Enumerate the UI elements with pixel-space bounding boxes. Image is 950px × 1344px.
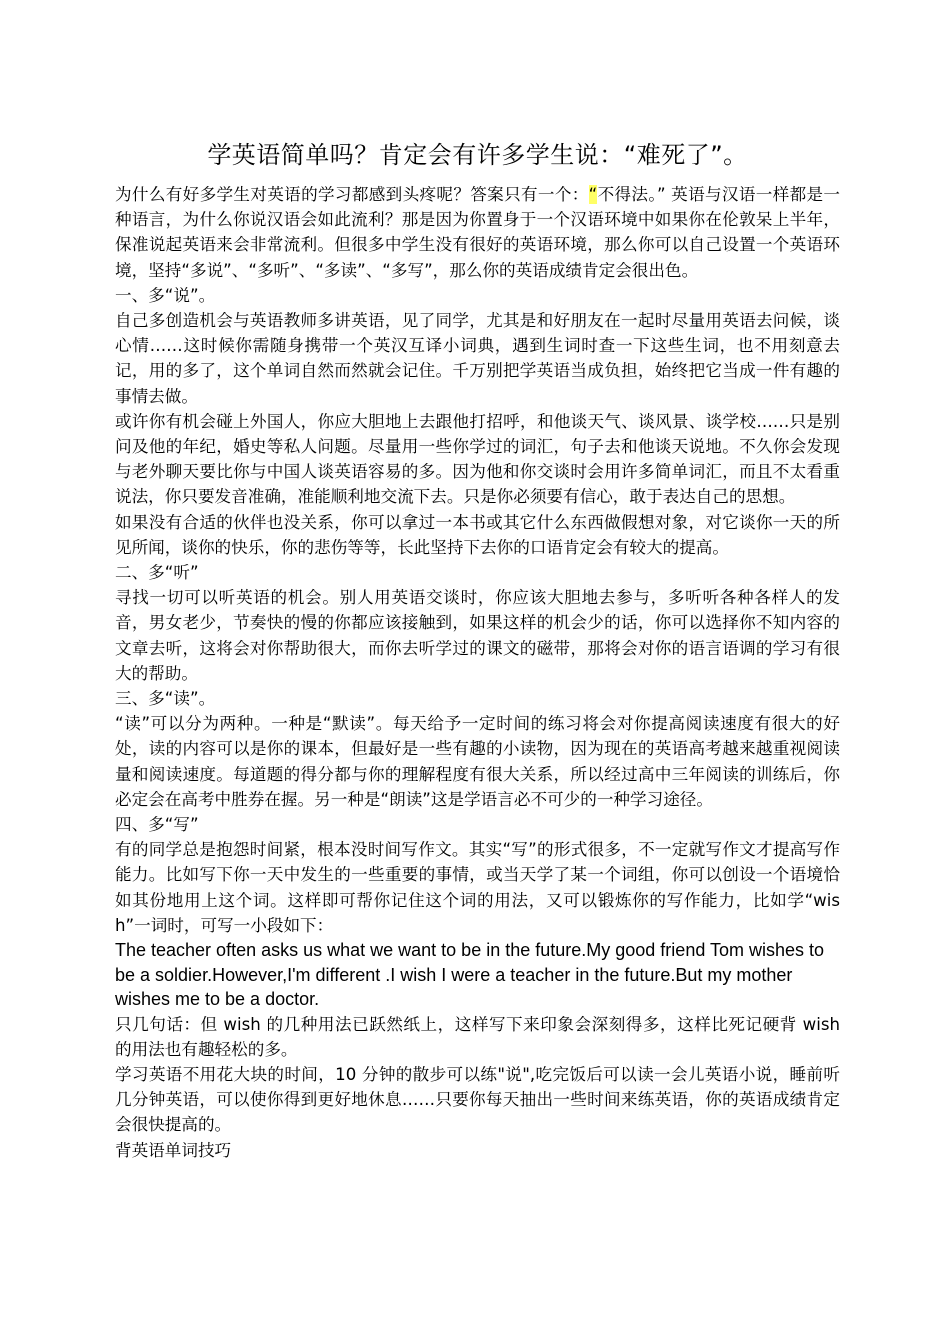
listen-paragraph-1: 寻找一切可以听英语的机会。别人用英语交谈时，你应该大胆地去参与，多听听各种各样人的发音，男女老少，节奏快的慢的你都应该接触到，如果这样的机会少的话，你可以选择你不知内容的文章去听，这将会对你帮助很大，而你去听学过的课文的磁带，那将会对你的语言语调的学习有很大的帮助。 bbox=[115, 588, 840, 683]
speak-paragraph-1: 自己多创造机会与英语教师多讲英语，见了同学，尤其是和好朋友在一起时尽量用英语去问候，谈心情……这时候你需随身携带一个英汉互译小词典，遇到生词时查一下这些生词，也不用刻意去记，用的多了，这个单词自然而然就会记住。千万别把学英语当成负担，始终把它当成一件有趣的事情去做。 bbox=[115, 311, 840, 406]
section-heading-read: 三、多“读”。 bbox=[115, 689, 216, 709]
speak-paragraph-3: 如果没有合适的伙伴也没关系，你可以拿过一本书或其它什么东西做假想对象，对它谈你一天的所见所闻，谈你的快乐，你的悲伤等等，长此坚持下去你的口语肯定会有较大的提高。 bbox=[115, 512, 840, 557]
intro-text-before: 为什么有好多学生对英语的学习都感到头疼呢？答案只有一个： bbox=[115, 185, 589, 204]
write-paragraph-1: 有的同学总是抱怨时间紧，根本没时间写作文。其实“写”的形式很多，不一定就写作文才提高写作能力。比如写下你一天中发生的一些重要的事情，或当天学了某一个词组，你可以创设一个语境恰如其份地用上这个词。这样即可帮你记住这个词的用法，又可以锻炼你的写作能力，比如学“wish”一词时，可写一小段如下： bbox=[115, 840, 840, 935]
document-title: 学英语简单吗？肯定会有许多学生说：“难死了”。 bbox=[207, 141, 748, 169]
read-paragraph-1: “读”可以分为两种。一种是“默读”。每天给予一定时间的练习将会对你提高阅读速度有很大的好处，读的内容可以是你的课本，但最好是一些有趣的小读物，因为现在的英语高考越来越重视阅读量和阅读速度。每道题的得分都与你的理解程度有很大关系，所以经过高中三年阅读的训练后，你必定会在高考中胜券在握。另一种是“朗读”这是学语言必不可少的一种学习途径。 bbox=[115, 714, 840, 809]
speak-paragraph-2: 或许你有机会碰上外国人，你应大胆地上去跟他打招呼，和他谈天气、谈风景、谈学校……只是别问及他的年纪，婚史等私人问题。尽量用一些你学过的词汇，句子去和他谈天说地。不久你会发现与老外聊天要比你与中国人谈英语容易的多。因为他和你交谈时会用许多简单词汇，而且不太看重说法，你只要发音准确，准能顺利地交流下去。只是你必须要有信心，敢于表达自己的思想。 bbox=[115, 411, 840, 507]
footer-heading: 背英语单词技巧 bbox=[115, 1140, 232, 1160]
write-paragraph-3: 学习英语不用花大块的时间，10 分钟的散步可以练"说",吃完饭后可以读一会儿英语小说，睡前听几分钟英语，可以使你得到更好地休息……只要你每天抽出一些时间来练英语，你的英语成绩肯定会很快提高的。 bbox=[115, 1065, 840, 1135]
write-paragraph-2: 只几句话：但 wish 的几种用法已跃然纸上，这样写下来印象会深刻得多，这样比死记硬背 wish 的用法也有趣轻松的多。 bbox=[115, 1014, 840, 1059]
section-heading-speak: 一、多“说”。 bbox=[115, 285, 216, 305]
section-heading-write: 四、多“写” bbox=[115, 815, 199, 835]
highlighted-quote-mark: “ bbox=[588, 185, 598, 204]
intro-paragraph bbox=[115, 182, 840, 283]
document-page bbox=[115, 140, 840, 1163]
intro-text-after: 不得法。” 英语与汉语一样都是一种语言，为什么你说汉语会如此流利？那是因为你置身于一个汉语环境中如果你在伦敦呆上半年，保准说起英语来会非常流利。但很多中学生没有很好的英语环境，那么你可以自己设置一个英语环境，坚持“多说”、“多听”、“多读”、“多写”，那么你的英语成绩肯定会很出色。 bbox=[115, 185, 841, 280]
english-example-passage: The teacher often asks us what we want to be in the future.My good friend Tom wishes to be a soldier.However,I'm different .I wish I were a teacher in the future.But my mother wishes me to be a doctor. bbox=[115, 940, 825, 1010]
section-heading-listen: 二、多“听” bbox=[115, 563, 199, 583]
